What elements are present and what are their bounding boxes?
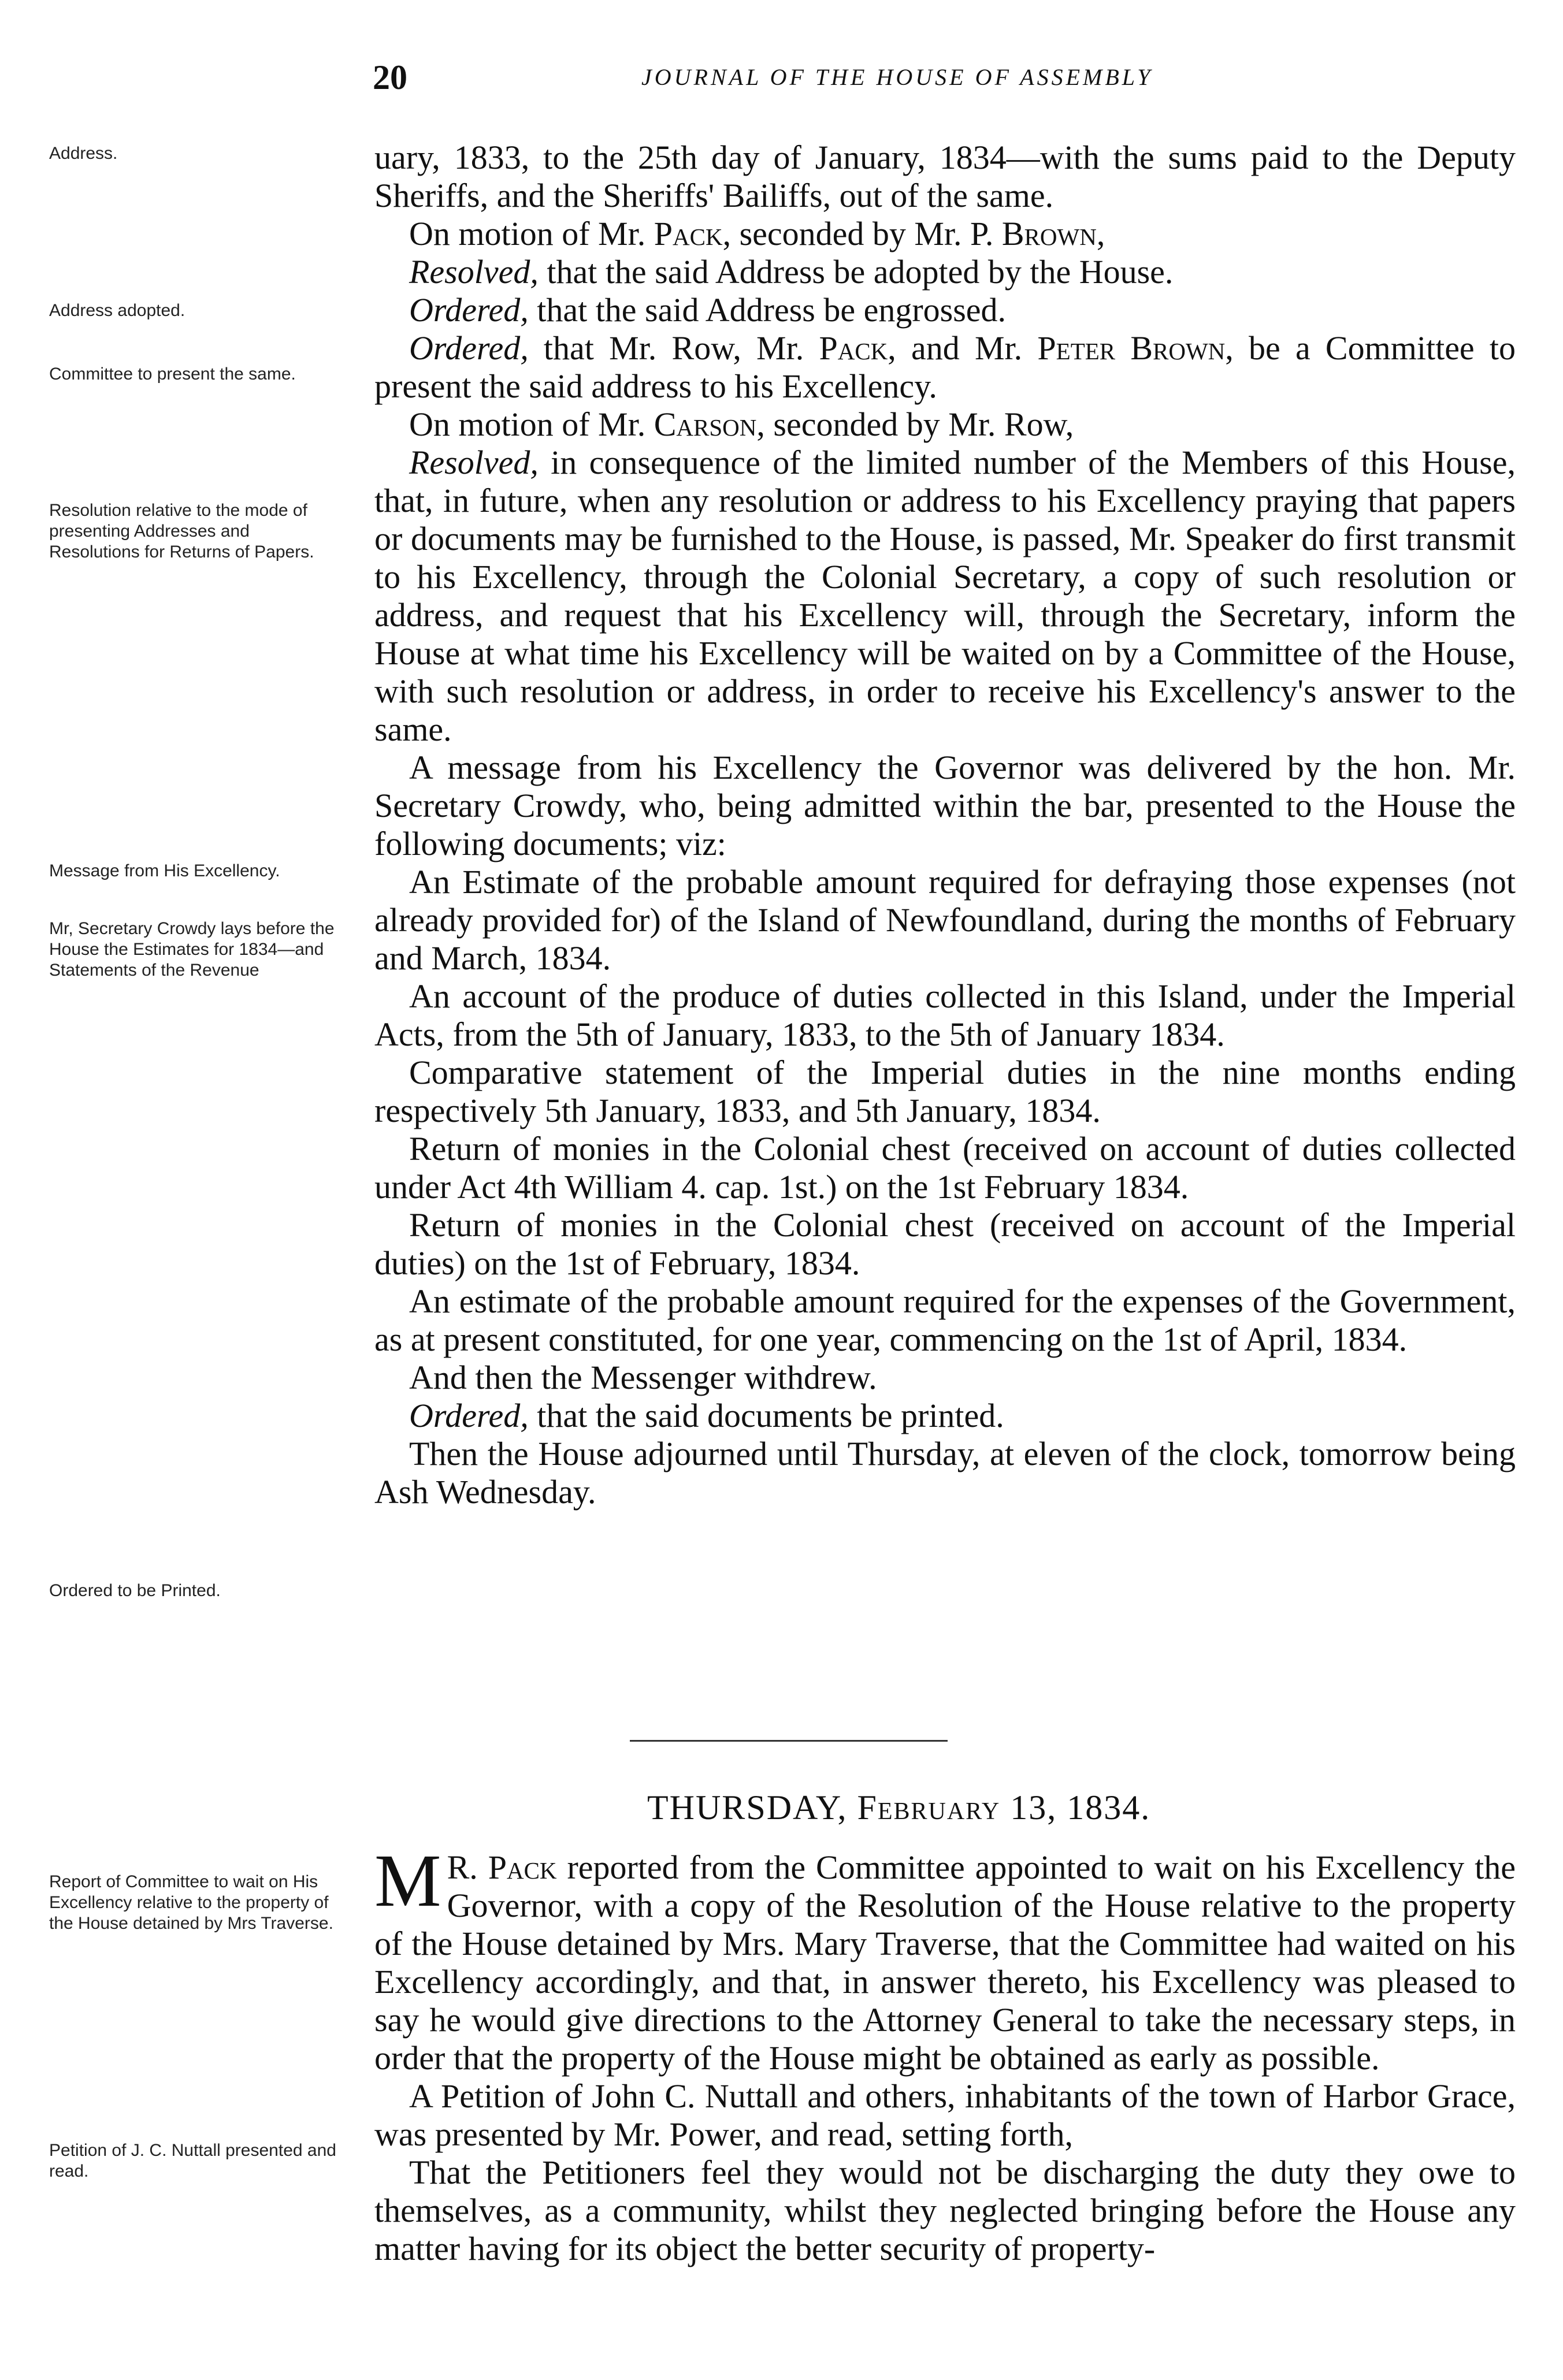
- margin-note-resolution: Resolution relative to the mode of presenting Addresses and Resolutions for Returns of Papers.: [49, 501, 314, 561]
- running-head: JOURNAL OF THE HOUSE OF ASSEMBLY: [641, 64, 1153, 90]
- paragraph: Ordered, that the said documents be printed.: [409, 1397, 1004, 1434]
- drop-cap: M: [374, 1839, 441, 1922]
- paragraph: Comparative statement of the Imperial duties in the nine months ending respectively 5th January, 1833, and 5th January, 1834.: [374, 1054, 1516, 1129]
- paragraph: That the Petitioners feel they would not be discharging the duty they owe to themselves, as a community, whilst they neglected bringing before the House any matter having for its object the better security of property-: [374, 2154, 1516, 2267]
- margin-note-address-adopted: Address adopted.: [49, 301, 185, 320]
- paragraph: Ordered, that the said Address be engrossed.: [409, 291, 1007, 329]
- paragraph: An Estimate of the probable amount required for defraying those expenses (not already provided for) of the Island of Newfoundland, during the months of February and March, 1834.: [374, 863, 1516, 977]
- margin-note-report: Report of Committee to wait on His Excellency relative to the property of the House detained by Mrs Traverse.: [49, 1872, 333, 1933]
- margin-note-petition: Petition of J. C. Nuttall presented and read.: [49, 2141, 336, 2181]
- section-thursday: [374, 1839, 1516, 2268]
- paragraph: On motion of Mr. Pack, seconded by Mr. P. Brown,: [409, 215, 1105, 252]
- margin-note-secretary: Mr, Secretary Crowdy lays before the House the Estimates for 1834—and Statements of the Revenue: [49, 919, 335, 980]
- paragraph: M R. Pack reported from the Committee appointed to wait on his Excellency the Governor, with a copy of the Resolution of the House relative to the property of the House detained by Mrs. Mary Traverse, that the Committee had waited on his Excellency accordingly, and that, in answer thereto, his Excellency was pleased to say he would give directions to the Attorney General to take the necessary steps, in order that the property of the House might be obtained as early as possible.: [374, 1839, 1516, 2077]
- paragraph: A message from his Excellency the Governor was delivered by the hon. Mr. Secretary Crowdy, who, being admitted within the bar, presented to the House the following documents; viz:: [374, 749, 1516, 862]
- paragraph: Return of monies in the Colonial chest (received on account of duties collected under Act 4th William 4. cap. 1st.) on the 1st February 1834.: [374, 1130, 1516, 1206]
- page-number: 20: [373, 58, 407, 96]
- paragraph: On motion of Mr. Carson, seconded by Mr. Row,: [409, 406, 1074, 443]
- paragraph: Then the House adjourned until Thursday, at eleven of the clock, tomorrow being Ash Wednesday.: [374, 1435, 1516, 1511]
- paragraph: uary, 1833, to the 25th day of January, 1834—with the sums paid to the Deputy Sheriffs, and the Sheriffs' Bailiffs, out of the same.: [374, 139, 1516, 214]
- paragraph: Resolved, that the said Address be adopted by the House.: [409, 253, 1174, 291]
- date-heading: THURSDAY, February 13, 1834.: [647, 1788, 1151, 1827]
- main-text: [374, 139, 1516, 1511]
- paragraph: Return of monies in the Colonial chest (received on account of the Imperial duties) on the 1st of February, 1834.: [374, 1206, 1516, 1282]
- paragraph: An account of the produce of duties collected in this Island, under the Imperial Acts, from the 5th of January, 1833, to the 5th of January 1834.: [374, 977, 1516, 1053]
- section-divider: [630, 1740, 948, 1742]
- paragraph: Resolved, in consequence of the limited number of the Members of this House, that, in future, when any resolution or address to his Excellency praying that papers or documents may be furnished to the House, is passed, Mr. Speaker do first transmit to his Excellency, through the Colonial Secretary, a copy of such resolution or address, and request that his Excellency will, through the Secretary, inform the House at what time his Excellency will be waited on by a Committee of the House, with such resolution or address, in order to receive his Excellency's answer to the same.: [374, 444, 1516, 748]
- paragraph: Ordered, that Mr. Row, Mr. Pack, and Mr. Peter Brown, be a Committee to present the said address to his Excellency.: [374, 329, 1516, 405]
- paragraph: A Petition of John C. Nuttall and others, inhabitants of the town of Harbor Grace, was presented by Mr. Power, and read, setting forth,: [374, 2077, 1516, 2153]
- margin-note-message: Message from His Excellency.: [49, 861, 280, 880]
- margin-note-address: Address.: [49, 144, 118, 163]
- paragraph: An estimate of the probable amount required for the expenses of the Government, as at present constituted, for one year, commencing on the 1st of April, 1834.: [374, 1282, 1516, 1358]
- margin-note-committee: Committee to present the same.: [49, 365, 296, 384]
- margin-note-ordered-printed: Ordered to be Printed.: [49, 1581, 221, 1600]
- paragraph: And then the Messenger withdrew.: [409, 1359, 877, 1396]
